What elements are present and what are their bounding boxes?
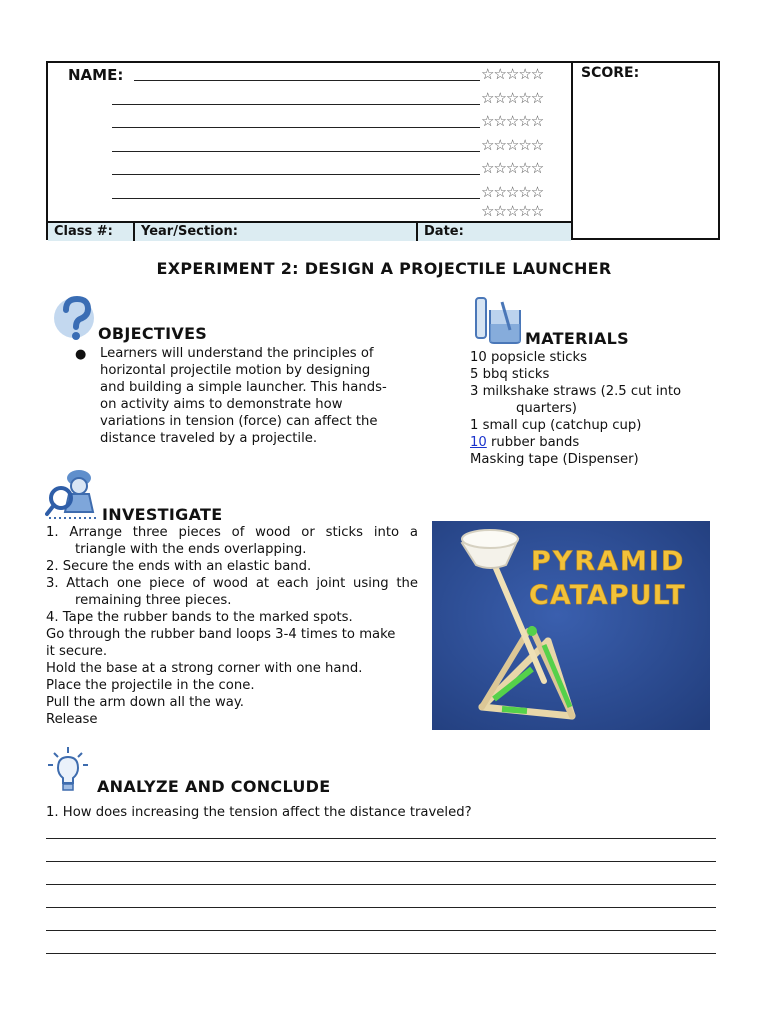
investigate-steps: [46, 524, 418, 728]
investigate-extra-line: it secure.: [46, 644, 108, 659]
investigate-extra-line: Go through the rubber band loops 3-4 times to make: [46, 627, 396, 642]
name-line-4[interactable]: [112, 151, 480, 152]
material-item: 1 small cup (catchup cup): [470, 418, 642, 433]
analyze-heading: ANALYZE AND CONCLUDE: [97, 777, 331, 796]
materials-heading: MATERIALS: [525, 329, 629, 348]
material-item: Masking tape (Dispenser): [470, 452, 639, 467]
material-item: quarters): [516, 401, 577, 416]
objectives-line: horizontal projectile motion by designing: [100, 363, 371, 378]
rating-stars-3[interactable]: ☆☆☆☆☆: [481, 112, 544, 130]
objectives-heading: OBJECTIVES: [98, 324, 208, 343]
answer-line-2[interactable]: [46, 861, 716, 862]
answer-line-4[interactable]: [46, 907, 716, 908]
investigate-step-2: 2. Secure the ends with an elastic band.: [46, 559, 312, 574]
name-line-2[interactable]: [112, 104, 480, 105]
lab-beaker-icon: [472, 296, 524, 344]
catapult-title-line2: CATAPULT: [529, 580, 686, 611]
investigate-step-4: 4. Tape the rubber bands to the marked spots.: [46, 610, 353, 625]
investigate-extra-line: Pull the arm down all the way.: [46, 695, 244, 710]
lightbulb-icon: [46, 745, 88, 793]
rating-stars-2[interactable]: ☆☆☆☆☆: [481, 89, 544, 107]
class-info-row: [48, 221, 571, 241]
objectives-line: variations in tension (force) can affect the: [100, 414, 378, 429]
student-info-table: [46, 61, 720, 240]
name-line-3[interactable]: [112, 127, 480, 128]
investigate-extra-line: Release: [46, 712, 98, 727]
material-item-rubber-bands: [470, 434, 720, 451]
class-number-cell[interactable]: Class #:: [54, 224, 113, 239]
investigate-step-1-cont: triangle with the ends overlapping.: [75, 542, 307, 557]
name-line-1[interactable]: [134, 80, 480, 81]
material-item: 3 milkshake straws (2.5 cut into: [470, 384, 682, 399]
material-item: 5 bbq sticks: [470, 367, 550, 382]
rating-stars-5[interactable]: ☆☆☆☆☆: [481, 159, 544, 177]
investigate-step-3: 3. Attach one piece of wood at each joint using the: [46, 576, 418, 591]
rating-stars-4[interactable]: ☆☆☆☆☆: [481, 136, 544, 154]
name-label: NAME:: [68, 66, 124, 84]
answer-line-5[interactable]: [46, 930, 716, 931]
objectives-line: Learners will understand the principles of: [100, 346, 374, 361]
objectives-line: distance traveled by a projectile.: [100, 431, 318, 446]
catapult-title-line1: PYRAMID: [531, 546, 686, 577]
material-item: 10 popsicle sticks: [470, 350, 588, 365]
name-line-5[interactable]: [112, 174, 480, 175]
analyze-question-1: 1. How does increasing the tension affect the distance traveled?: [46, 805, 472, 820]
date-cell[interactable]: Date:: [416, 223, 571, 241]
year-section-cell[interactable]: Year/Section:: [133, 223, 416, 241]
answer-line-3[interactable]: [46, 884, 716, 885]
answer-line-6[interactable]: [46, 953, 716, 954]
name-line-6[interactable]: [112, 198, 480, 199]
page-title: EXPERIMENT 2: DESIGN A PROJECTILE LAUNCHER: [156, 259, 612, 278]
investigate-extra-line: Place the projectile in the cone.: [46, 678, 255, 693]
rubber-band-text: rubber bands: [486, 435, 580, 450]
question-mark-icon: [52, 294, 100, 344]
investigate-heading: INVESTIGATE: [102, 505, 223, 524]
investigate-step-3-cont: remaining three pieces.: [75, 593, 232, 608]
answer-line-1[interactable]: [46, 838, 716, 839]
rating-stars-6[interactable]: ☆☆☆☆☆: [481, 183, 544, 201]
detective-magnifier-icon: [45, 466, 101, 520]
objectives-text: [100, 345, 400, 447]
rubber-band-count-link[interactable]: 10: [470, 435, 487, 450]
pyramid-catapult-image: [432, 521, 710, 730]
objectives-bullet: ●: [75, 347, 87, 362]
rating-stars-1[interactable]: ☆☆☆☆☆: [481, 65, 544, 83]
materials-list: [470, 349, 720, 468]
score-label: SCORE:: [581, 65, 640, 81]
objectives-line: and building a simple launcher. This hands-: [100, 380, 387, 395]
investigate-step-1: 1. Arrange three pieces of wood or sticks into a: [46, 525, 418, 540]
score-cell[interactable]: [571, 63, 722, 238]
investigate-extra-line: Hold the base at a strong corner with one hand.: [46, 661, 363, 676]
rating-stars-7[interactable]: ☆☆☆☆☆: [481, 202, 544, 220]
objectives-line: on activity aims to demonstrate how: [100, 397, 343, 412]
